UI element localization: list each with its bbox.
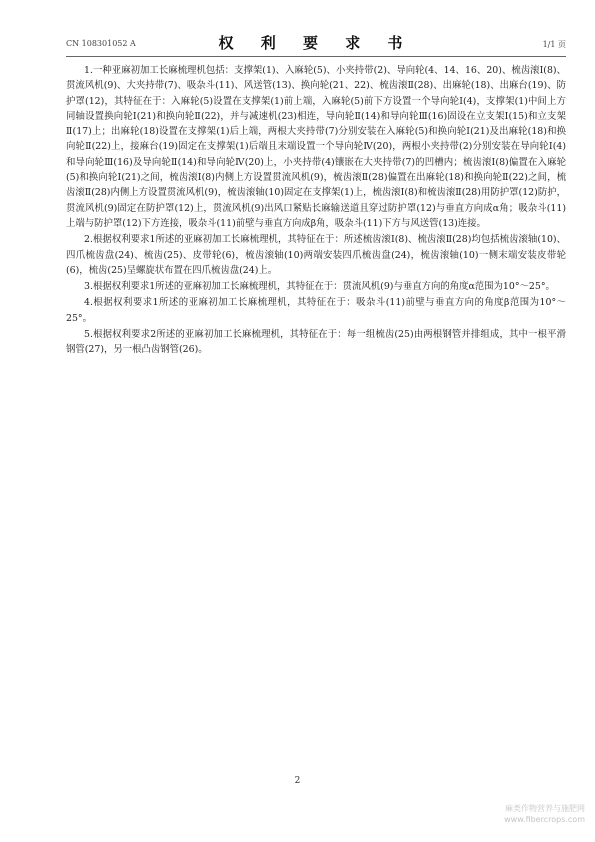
- claim-4: 4.根据权利要求1所述的亚麻初加工长麻梳理机，其特征在于：吸杂斗(11)前壁与垂直方向的角度β范围为10°～25°。: [66, 297, 566, 324]
- page-title: 权 利 要 求 书: [218, 34, 414, 52]
- page-indicator: 1/1 页: [542, 40, 566, 49]
- document-number: CN 108301052 A: [66, 39, 136, 48]
- header-divider: [66, 56, 566, 57]
- watermark-url: www.fibercrops.com: [504, 815, 585, 824]
- page-header: [66, 30, 566, 54]
- claims-body: [66, 63, 566, 358]
- claim-2: 2.根据权利要求1所述的亚麻初加工长麻梳理机，其特征在于：所述梳齿滚Ⅰ(8)、梳齿滚Ⅱ(28)均包括梳齿滚轴(10)、四爪梳齿盘(24)、梳齿(25)、皮带轮(6)，梳齿滚轴(10)两端安装四爪梳齿盘(24)，梳齿滚轴(10)一侧末端安装皮带轮(6)，梳齿(25)呈螺旋状布置在四爪梳齿盘(24)上。: [66, 234, 566, 276]
- page-number: 2: [294, 776, 301, 786]
- claim-1: 1.一种亚麻初加工长麻梳理机包括：支撑架(1)、入麻轮(5)、小夹持带(2)、导向轮(4、14、16、20)、梳齿滚Ⅰ(8)、贯流风机(9)、大夹持带(7)、吸杂斗(11)、风送管(13)、换向轮(21、22)、梳齿滚Ⅱ(28)、出麻轮(18)、出麻台(19)、防护罩(12)，其特征在于：入麻轮(5)设置在支撑架(1)前上端，入麻轮(5)前下方设置一个导向轮Ⅰ(4)，支撑架(1)中间上方同轴设置换向轮Ⅰ(21)和换向轮Ⅱ(22)，并与减速机(23)相连，导向轮Ⅱ(14)和导向轮Ⅲ(16)固设在立支架Ⅰ(15)和立支架Ⅱ(17)上；出麻轮(18)设置在支撑架(1)后上端，两根大夹持带(7)分别安装在入麻轮(5)和换向轮Ⅰ(21)及出麻轮(18)和换向轮Ⅱ(22)上，接麻台(19)固定在支撑架(1)后端且末端设置一个导向轮Ⅳ(20)，两根小夹持带(2)分别安装在导向轮Ⅰ(4)和导向轮Ⅲ(16)及导向轮Ⅱ(14)和导向轮Ⅳ(20)上，小夹持带(4)镶嵌在大夹持带(7)的凹槽内；梳齿滚Ⅰ(8)偏置在入麻轮(5)和换向轮Ⅰ(21)之间，梳齿滚Ⅰ(8)内侧上方设置贯流风机(9)，梳齿滚Ⅱ(28)偏置在出麻轮(18)和换向轮Ⅱ(22)之间，梳齿滚Ⅱ(28)内侧上方设置贯流风机(9)，梳齿滚轴(10)固定在支撑架(1)上，梳齿滚Ⅰ(8)和梳齿滚Ⅱ(28)用防护罩(12)防护，贯流风机(9)固定在防护罩(12)上，贯流风机(9)出风口紧贴长麻输送道且穿过防护罩(12)与垂直方向成α角；吸杂斗(11)上端与防护罩(12)下方连接，吸杂斗(11)前壁与垂直方向成β角，吸杂斗(11)下方与风送管(13)连接。: [66, 65, 566, 229]
- claim-3: 3.根据权利要求1所述的亚麻初加工长麻梳理机，其特征在于：贯流风机(9)与垂直方向的角度α范围为10°～25°。: [84, 281, 555, 293]
- watermark-site-name: 麻类作物营养与施肥网: [505, 804, 585, 813]
- watermark: [504, 803, 585, 825]
- claim-5: 5.根据权利要求2所述的亚麻初加工长麻梳理机，其特征在于：每一组梳齿(25)由两根钢管并排组成，其中一根平滑钢管(27)，另一根凸齿钢管(26)。: [66, 329, 566, 356]
